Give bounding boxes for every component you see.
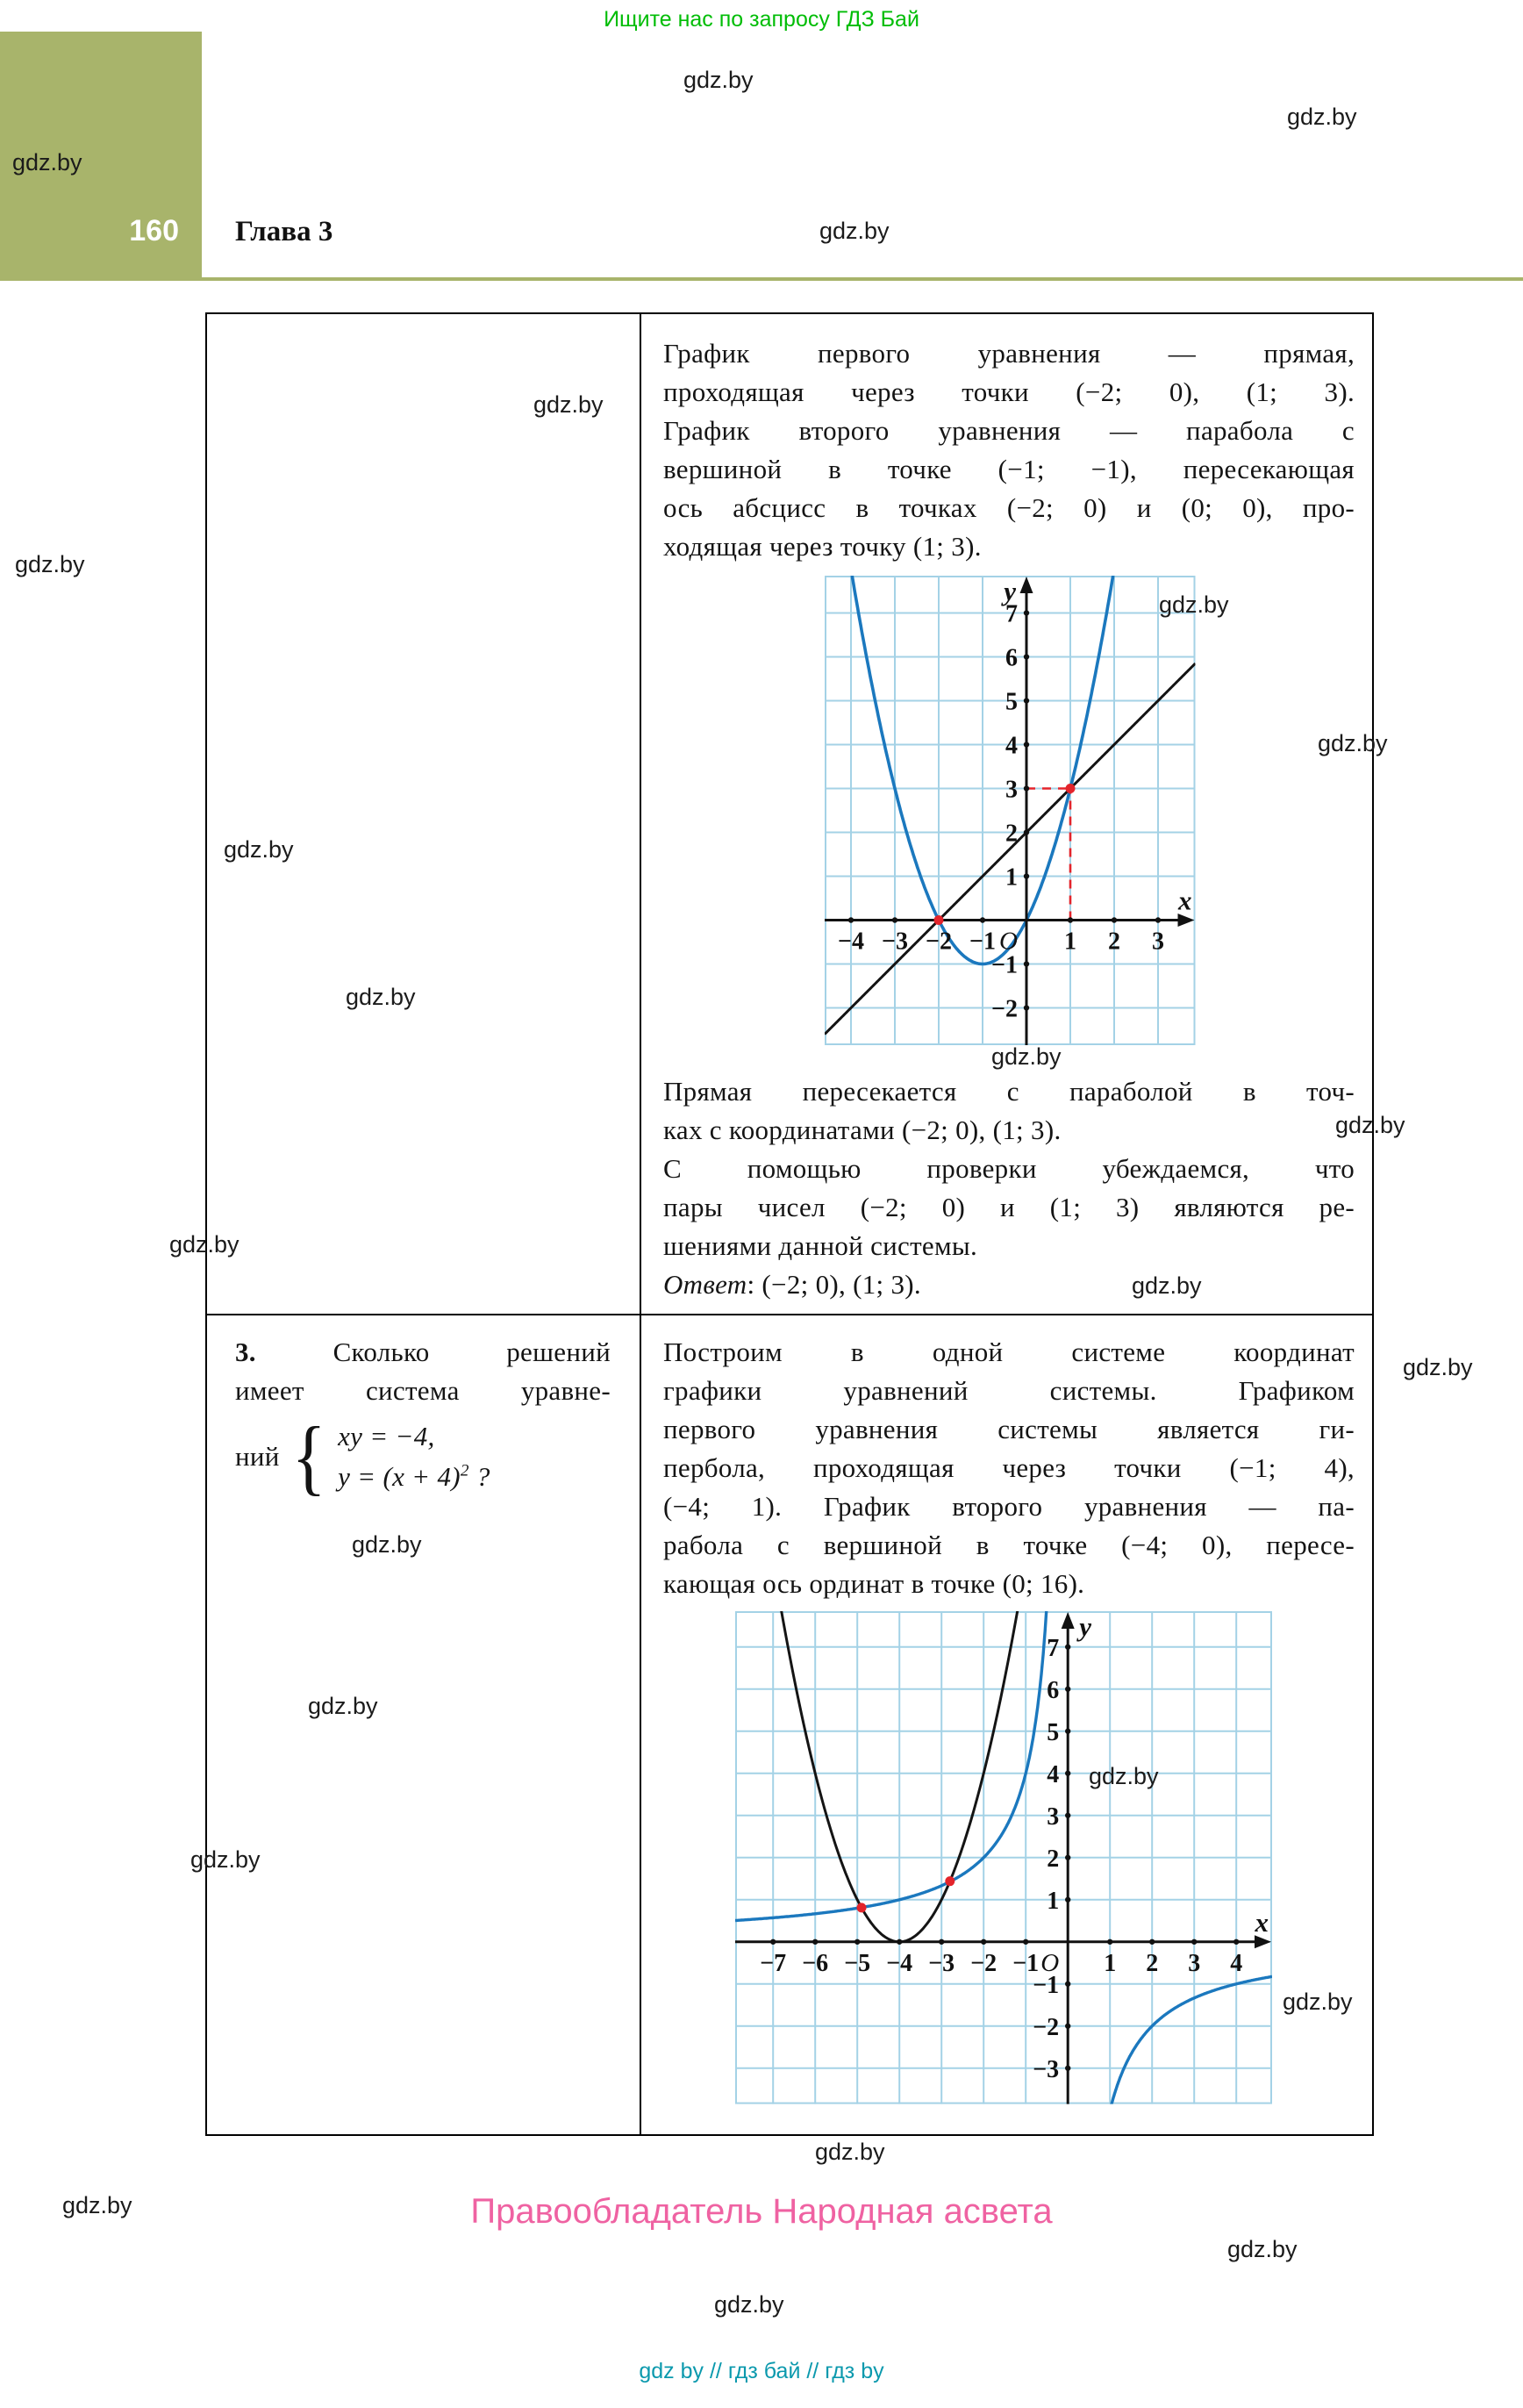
svg-text:y: y xyxy=(1079,1611,1091,1642)
watermark: gdz.by xyxy=(1132,1272,1202,1299)
text-line: рабола с вершиной в точке (−4; 0), пересе- xyxy=(663,1530,1355,1560)
equation-system xyxy=(235,1409,611,1504)
svg-text:−5: −5 xyxy=(844,1949,871,1977)
svg-text:7: 7 xyxy=(1047,1634,1060,1662)
svg-text:−3: −3 xyxy=(1033,2055,1060,2083)
text-line: График первого уравнения — прямая, xyxy=(663,338,1355,369)
row-divider xyxy=(207,1314,1372,1315)
svg-text:−6: −6 xyxy=(802,1949,829,1977)
page-number: 160 xyxy=(129,214,179,247)
answer-label: Ответ xyxy=(663,1269,747,1300)
svg-text:4: 4 xyxy=(1047,1760,1060,1788)
problem3-line-1: 3. Сколько решений xyxy=(235,1337,611,1367)
watermark: gdz.by xyxy=(1318,730,1388,756)
svg-text:3: 3 xyxy=(1152,928,1164,956)
exponent: 2 xyxy=(460,1461,469,1480)
svg-text:2: 2 xyxy=(1146,1949,1159,1977)
text-line: (−4; 1). График второго уравнения — па- xyxy=(663,1491,1355,1522)
graph-hyperbola-and-parabola xyxy=(735,1611,1272,2104)
watermark: gdz.by xyxy=(15,551,85,577)
text-line: С помощью проверки убеждаемся, что xyxy=(663,1153,1355,1184)
watermark: gdz.by xyxy=(819,218,890,244)
svg-text:−7: −7 xyxy=(760,1949,787,1977)
svg-text:y: y xyxy=(1004,576,1016,606)
svg-text:−1: −1 xyxy=(1033,1971,1060,1999)
text-line: проходящая через точки (−2; 0), (1; 3). xyxy=(663,376,1355,407)
text-line: первого уравнения системы является ги- xyxy=(663,1414,1355,1444)
watermark: gdz.by xyxy=(352,1531,422,1558)
svg-text:−4: −4 xyxy=(838,928,864,956)
watermark: gdz.by xyxy=(346,984,416,1010)
watermark: gdz.by xyxy=(1335,1112,1405,1138)
svg-text:1: 1 xyxy=(1047,1887,1060,1915)
solution2-after-graph xyxy=(663,1072,1355,1304)
graph-svg xyxy=(825,576,1196,1045)
svg-text:1: 1 xyxy=(1104,1949,1117,1977)
equation-1: xy = −4, xyxy=(338,1421,435,1451)
svg-text:−3: −3 xyxy=(882,928,908,956)
footer-links[interactable]: gdz by // гдз бай // гдз by xyxy=(639,2359,884,2383)
svg-text:2: 2 xyxy=(1047,1845,1060,1873)
text-line: вершиной в точке (−1; −1), пересекающая xyxy=(663,454,1355,484)
svg-text:−4: −4 xyxy=(886,1949,913,1977)
text-line: пербола, проходящая через точки (−1; 4), xyxy=(663,1452,1355,1483)
chapter-rule xyxy=(0,277,1523,281)
solution2-paragraph-2 xyxy=(663,1072,1355,1150)
svg-text:5: 5 xyxy=(1047,1718,1060,1746)
svg-text:4: 4 xyxy=(1230,1949,1243,1977)
solution2-paragraph-3 xyxy=(663,1150,1355,1265)
problem3-line-2: имеет система уравне- xyxy=(235,1375,611,1406)
watermark: gdz.by xyxy=(224,836,294,863)
text-line: кающая ось ординат в точке (0; 16). xyxy=(663,1568,1085,1599)
watermark: gdz.by xyxy=(991,1043,1062,1070)
svg-text:−2: −2 xyxy=(926,928,952,956)
watermark: gdz.by xyxy=(1403,1354,1473,1380)
text-line: пары чисел (−2; 0) и (1; 3) являются ре- xyxy=(663,1192,1355,1222)
watermark: gdz.by xyxy=(1227,2236,1298,2262)
svg-text:−3: −3 xyxy=(928,1949,955,1977)
chapter-title: Глава 3 xyxy=(235,216,333,247)
svg-text:x: x xyxy=(1255,1906,1269,1938)
svg-text:5: 5 xyxy=(1005,688,1018,716)
watermark: gdz.by xyxy=(1287,104,1357,130)
solution2-paragraph-1 xyxy=(663,334,1355,566)
svg-text:2: 2 xyxy=(1005,820,1018,848)
svg-text:2: 2 xyxy=(1108,928,1120,956)
svg-text:3: 3 xyxy=(1047,1802,1060,1831)
svg-text:6: 6 xyxy=(1047,1676,1060,1704)
watermark: gdz.by xyxy=(308,1693,378,1719)
promo-banner: Ищите нас по запросу ГДЗ Бай xyxy=(604,7,919,32)
text-line: ках с координатами (−2; 0), (1; 3). xyxy=(663,1114,1062,1145)
svg-text:−1: −1 xyxy=(969,928,996,956)
svg-text:3: 3 xyxy=(1005,776,1018,804)
watermark: gdz.by xyxy=(683,67,754,93)
svg-text:3: 3 xyxy=(1188,1949,1201,1977)
svg-text:−1: −1 xyxy=(1012,1949,1040,1977)
text-line: ходящая через точку (1; 3). xyxy=(663,531,982,562)
system-brace: { xyxy=(291,1409,326,1504)
solution3-paragraph xyxy=(663,1333,1355,1603)
problem-number: 3. xyxy=(235,1337,256,1367)
svg-text:O: O xyxy=(1040,1948,1060,1977)
watermark: gdz.by xyxy=(533,391,604,418)
copyright-line: Правообладатель Народная асвета xyxy=(470,2192,1053,2231)
problem3-line-3: ний xyxy=(235,1441,280,1472)
watermark: gdz.by xyxy=(815,2139,885,2165)
text-line: Прямая пересекается с параболой в точ- xyxy=(663,1076,1355,1107)
text-line: шениями данной системы. xyxy=(663,1230,978,1261)
text-line: Построим в одной системе координат xyxy=(663,1337,1355,1367)
svg-text:−2: −2 xyxy=(1033,2013,1060,2041)
svg-text:−2: −2 xyxy=(991,995,1018,1023)
watermark: gdz.by xyxy=(714,2291,784,2318)
problem3 xyxy=(235,1333,611,1504)
column-divider xyxy=(640,314,641,2134)
watermark: gdz.by xyxy=(62,2192,132,2218)
watermark: gdz.by xyxy=(190,1846,261,1873)
watermark: gdz.by xyxy=(12,149,82,176)
answer-value: : (−2; 0), (1; 3). xyxy=(747,1269,921,1300)
watermark: gdz.by xyxy=(1089,1763,1159,1789)
watermark: gdz.by xyxy=(1283,1989,1353,2015)
svg-text:7: 7 xyxy=(1005,600,1018,628)
svg-text:O: O xyxy=(999,927,1018,956)
svg-text:1: 1 xyxy=(1064,928,1076,956)
svg-text:1: 1 xyxy=(1005,864,1018,892)
graph-svg xyxy=(735,1611,1272,2104)
text-line: ось абсцисс в точках (−2; 0) и (0; 0), про- xyxy=(663,492,1355,523)
svg-text:x: x xyxy=(1178,885,1192,916)
answer-line xyxy=(663,1265,1355,1304)
equation-2: $y = (x + 4)^2$ ? xyxy=(338,1461,490,1492)
svg-text:−1: −1 xyxy=(991,951,1018,979)
svg-text:6: 6 xyxy=(1005,644,1018,672)
watermark: gdz.by xyxy=(169,1231,240,1258)
svg-text:4: 4 xyxy=(1005,732,1018,760)
text-line: графики уравнений системы. Графиком xyxy=(663,1375,1355,1406)
graph-line-and-parabola xyxy=(825,576,1196,1045)
system-equations xyxy=(338,1421,490,1493)
text-line: График второго уравнения — парабола с xyxy=(663,415,1355,446)
svg-text:−2: −2 xyxy=(970,1949,997,1977)
watermark: gdz.by xyxy=(1159,591,1229,618)
